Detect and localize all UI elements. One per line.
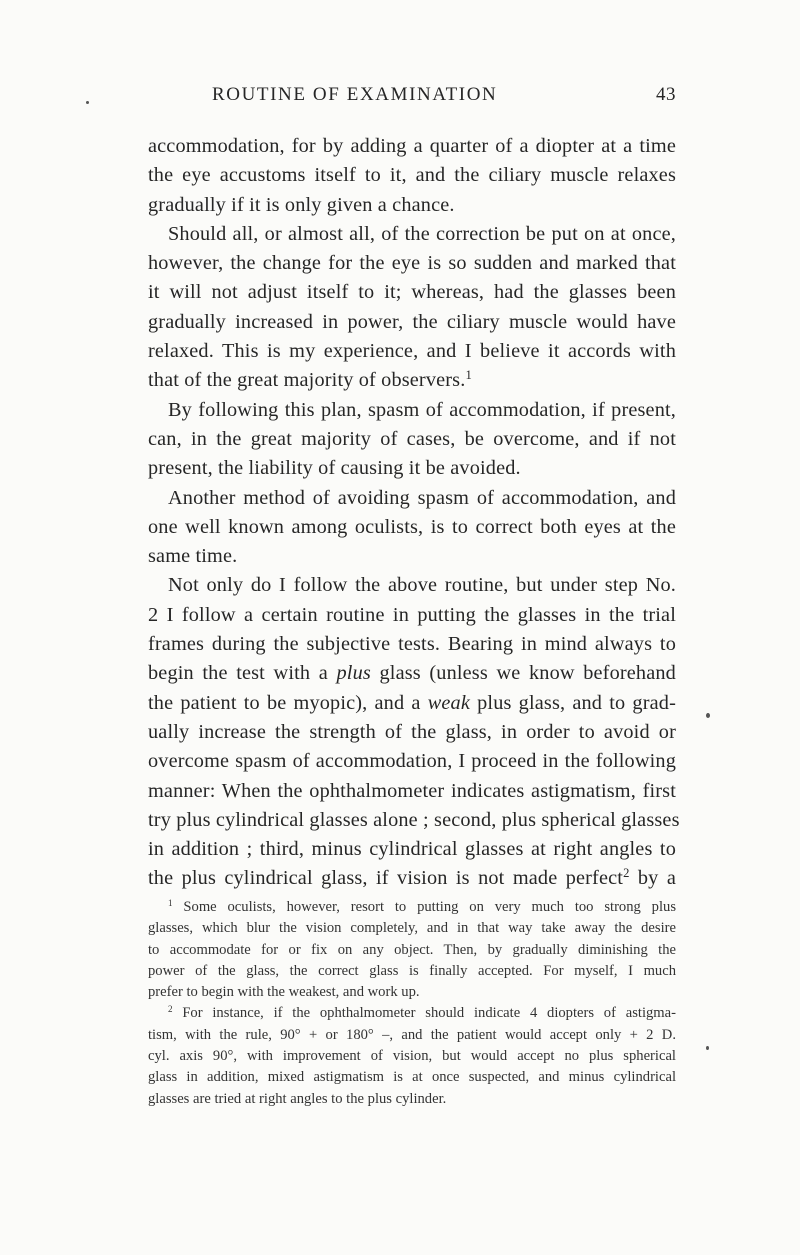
footnote-line: prefer to begin with the weakest, and work up. xyxy=(148,984,420,1001)
text-fragment: glass (unless we know beforehand xyxy=(379,662,676,685)
ink-speck xyxy=(86,101,89,104)
footnote-line xyxy=(148,1003,676,1024)
text-line: same time. xyxy=(148,545,238,568)
text-line: one well known among oculists, is to correct both eyes at the xyxy=(148,515,676,538)
text-line: the eye accustoms itself to it, and the ciliary muscle relaxes xyxy=(148,164,676,187)
text-fragment: For instance, if the ophthalmometer should indicate 4 diopters of astigma- xyxy=(182,1005,676,1022)
text-line: 2 I follow a certain routine in putting the glasses in the trial xyxy=(148,603,676,626)
ink-speck xyxy=(706,713,710,718)
text-line: it will not adjust itself to it; whereas, had the glasses been xyxy=(148,281,676,304)
footnote-ref-1: 1 xyxy=(465,368,472,383)
text-line: Not only do I follow the above routine, but under step No. xyxy=(168,574,676,597)
italic-word: plus xyxy=(336,662,371,685)
text-line xyxy=(148,366,676,395)
text-line: in addition ; third, minus cylindrical glasses at right angles to xyxy=(148,838,676,861)
text-line: gradually if it is only given a chance. xyxy=(148,193,455,216)
text-line: By following this plan, spasm of accommodation, if present, xyxy=(168,398,676,421)
footnote-ref-2: 2 xyxy=(623,866,630,881)
text-fragment: the patient to be myopic), and a xyxy=(148,691,421,714)
footnote-line: to accommodate for or fix on any object. Then, by gradually diminishing the xyxy=(148,941,676,958)
footnote-line: glasses are tried at right angles to the plus cylinder. xyxy=(148,1090,447,1107)
text-line: Should all, or almost all, of the correction be put on at once, xyxy=(168,222,676,245)
text-line: relaxed. This is my experience, and I believe it accords with xyxy=(148,340,676,363)
italic-word: weak xyxy=(427,691,470,714)
text-line xyxy=(148,659,676,688)
text-line: present, the liability of causing it be avoided. xyxy=(148,457,521,480)
text-line: ually increase the strength of the glass, in order to avoid or xyxy=(148,720,676,743)
page-header xyxy=(148,84,676,114)
text-fragment: begin the test with a xyxy=(148,662,328,685)
text-fragment: the plus cylindrical glass, if vision is not made perfect xyxy=(148,867,624,890)
footnote-line: glasses, which blur the vision completely, and in that way take away the desire xyxy=(148,920,676,937)
body-text xyxy=(148,132,680,894)
text-fragment: Some oculists, however, resort to putting on very much too strong plus xyxy=(183,899,677,915)
text-line: however, the change for the eye is so sudden and marked that xyxy=(148,252,676,275)
footnotes xyxy=(148,897,676,1110)
text-fragment: plus glass, and to grad- xyxy=(477,691,676,714)
text-line: manner: When the ophthalmometer indicates astigmatism, first xyxy=(148,779,676,802)
text-line: frames during the subjective tests. Bearing in mind always to xyxy=(148,633,676,656)
footnote-line: power of the glass, the correct glass is finally accepted. For myself, I much xyxy=(148,962,676,979)
text-line: accommodation, for by adding a quarter of a diopter at a time xyxy=(148,135,676,157)
text-line: gradually increased in power, the ciliary muscle would have xyxy=(148,310,676,333)
page-number: 43 xyxy=(656,84,676,105)
text-line: overcome spasm of accommodation, I proceed in the following xyxy=(148,750,676,773)
running-title: ROUTINE OF EXAMINATION xyxy=(212,84,498,105)
footnote-line xyxy=(148,897,676,918)
footnote-line: tism, with the rule, 90° + or 180° –, and the patient would accept only + 2 D. xyxy=(148,1026,676,1043)
ink-speck xyxy=(706,1046,709,1050)
text-fragment: that of the great majority of observers. xyxy=(148,369,466,392)
text-line: can, in the great majority of cases, be overcome, and if not xyxy=(148,427,676,450)
text-line: try plus cylindrical glasses alone ; second, plus spherical glasses xyxy=(148,808,680,831)
footnote-mark-2: 2 xyxy=(168,1004,173,1015)
text-line: Another method of avoiding spasm of accommodation, and xyxy=(168,486,676,509)
text-line xyxy=(148,689,676,718)
footnote-mark-1: 1 xyxy=(168,898,173,909)
footnote-line: cyl. axis 90°, with improvement of vision, but would accept no plus spherical xyxy=(148,1048,676,1065)
footnote-line: glass in addition, mixed astigmatism is at once suspected, and minus cylindrical xyxy=(148,1069,676,1086)
text-line xyxy=(148,864,676,893)
text-fragment: by a xyxy=(637,867,676,890)
